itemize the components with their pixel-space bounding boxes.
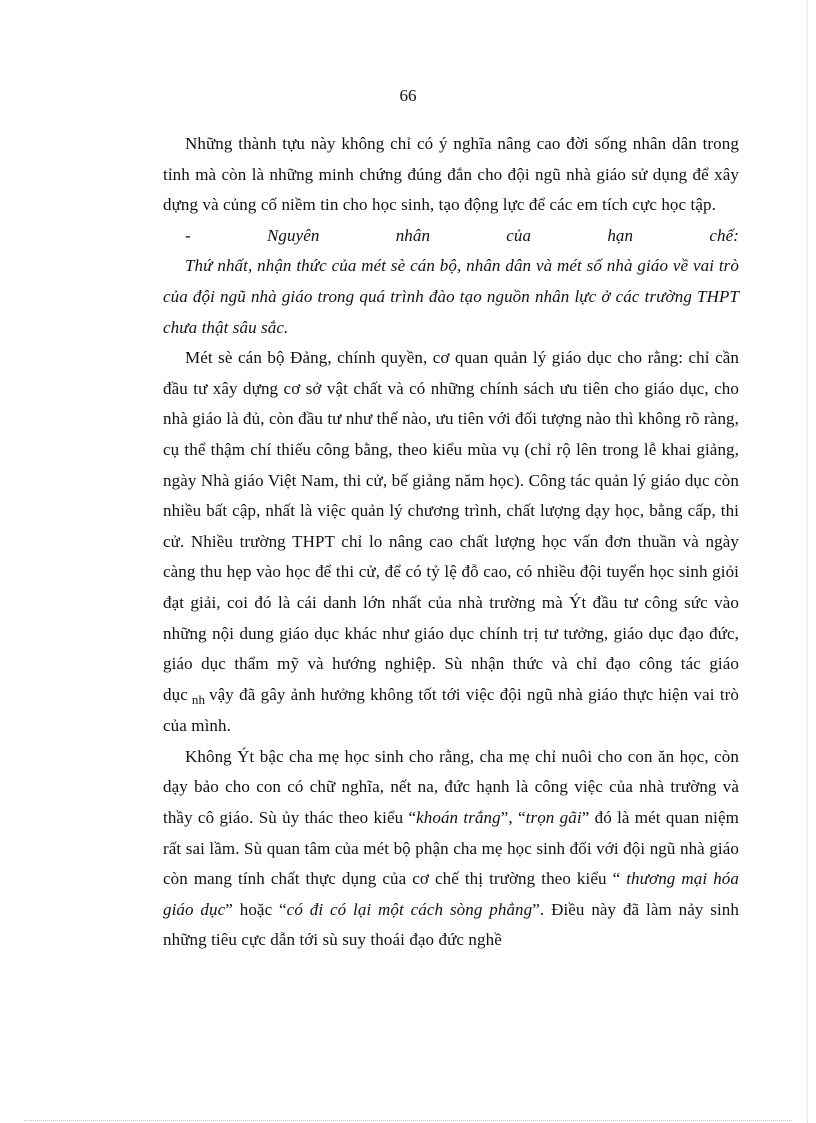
body-text — [163, 129, 739, 956]
section-heading-causes — [163, 221, 739, 252]
paragraph-parents-part-c: ” đó là mét quan niệm rất sai lầm. Sù quan tâm của mét bộ phận cha mẹ học sinh đối với đội ngũ nhà giáo còn mang tính chất thực dụng của cơ chế thị trường theo kiểu “ — [163, 808, 739, 889]
paragraph-parents-part-b: ”, “ — [500, 808, 526, 828]
paragraph-first-cause: Thứ nhất, nhận thức của mét sè cán bộ, nhân dân và mét số nhà giáo về vai trò của đội ngũ nhà giáo trong quá trình đào tạo nguồn nhân lực ở các trường THPT chưa thật sâu sắc. — [163, 256, 739, 337]
quote-co-di-co-lai: có đi có lại một cách sòng phẳng — [286, 899, 533, 919]
paragraph-officials-awareness — [163, 343, 739, 742]
quote-tron-goi: trọn gãi — [525, 808, 582, 828]
paragraph-parents-attitude — [163, 742, 739, 956]
paragraph-parents-part-d: ” hoặc “ — [225, 899, 287, 919]
stray-nh-fragment: nh — [191, 691, 206, 707]
paragraph-officials-part-b: vậy đã gây ảnh hưởng không tốt tới việc đội ngũ nhà giáo thực hiện vai trò của mình. — [163, 684, 739, 736]
heading-text: Nguyên nhân của hạn chế: — [266, 225, 739, 245]
paragraph-officials-part-a: Mét sè cán bộ Đảng, chính quyền, cơ quan quản lý giáo dục cho rằng: chỉ cần đầu tư xây dựng cơ sở vật chất và có những chính sách ưu tiên cho giáo dục, cho nhà giáo là đủ, còn đầu tư như thế nào, ưu tiên với đối tượng nào thì không rõ ràng, cụ thể thậm chí thiếu công bằng, theo kiểu mùa vụ (chỉ rộ lên trong lễ khai giảng, ngày Nhà giáo Việt Nam, thi cử, bế giảng năm học). Công tác quản lý giáo dục còn nhiều bất cập, nhất là việc quản lý chương trình, chất lượng dạy học, bằng cấp, thi cử. Nhiều trường THPT chỉ lo nâng cao chất lượng học vấn đơn thuần và ngày càng thu hẹp vào học để thi cử, để có tỷ lệ đỗ cao, có nhiều đội tuyển học sinh giỏi đạt giải, coi đó là cái danh lớn nhất của nhà trường mà Ýt đầu tư công sức vào những nội dung giáo dục khác như giáo dục chính trị tư tưởng, giáo dục đạo đức, giáo dục thẩm mỹ và hướng nghiệp. Sù nhận thức và chỉ đạo công tác giáo dục — [163, 348, 739, 704]
paragraph-parents-part-e: ”. Điều này đã làm nảy sinh những tiêu cực dẫn tới sù suy thoái đạo đức nghề — [163, 899, 739, 950]
page-bottom-border — [24, 1120, 792, 1121]
paragraph-parents-part-a: Không Ýt bậc cha mẹ học sinh cho rằng, cha mẹ chỉ nuôi cho con ăn học, còn dạy bảo cho con có chữ nghĩa, nết na, đức hạnh là công việc của nhà trường và thầy cô giáo. Sù ủy thác theo kiểu “ — [163, 746, 739, 828]
heading-dash: - — [185, 225, 191, 245]
paragraph-achievements: Những thành tựu này không chỉ có ý nghĩa nâng cao đời sống nhân dân trong tỉnh mà còn là những minh chứng đúng đắn cho đội ngũ nhà giáo sử dụng để xây dựng và củng cố niềm tin cho học sinh, tạo động lực để các em tích cực học tập. — [163, 134, 739, 215]
page-right-border — [807, 0, 808, 1123]
quote-khoan-trang: khoán trắng — [416, 808, 501, 828]
quote-thuong-mai-hoa: thương mại hóa giáo dục — [163, 869, 739, 919]
page-number: 66 — [399, 86, 417, 105]
